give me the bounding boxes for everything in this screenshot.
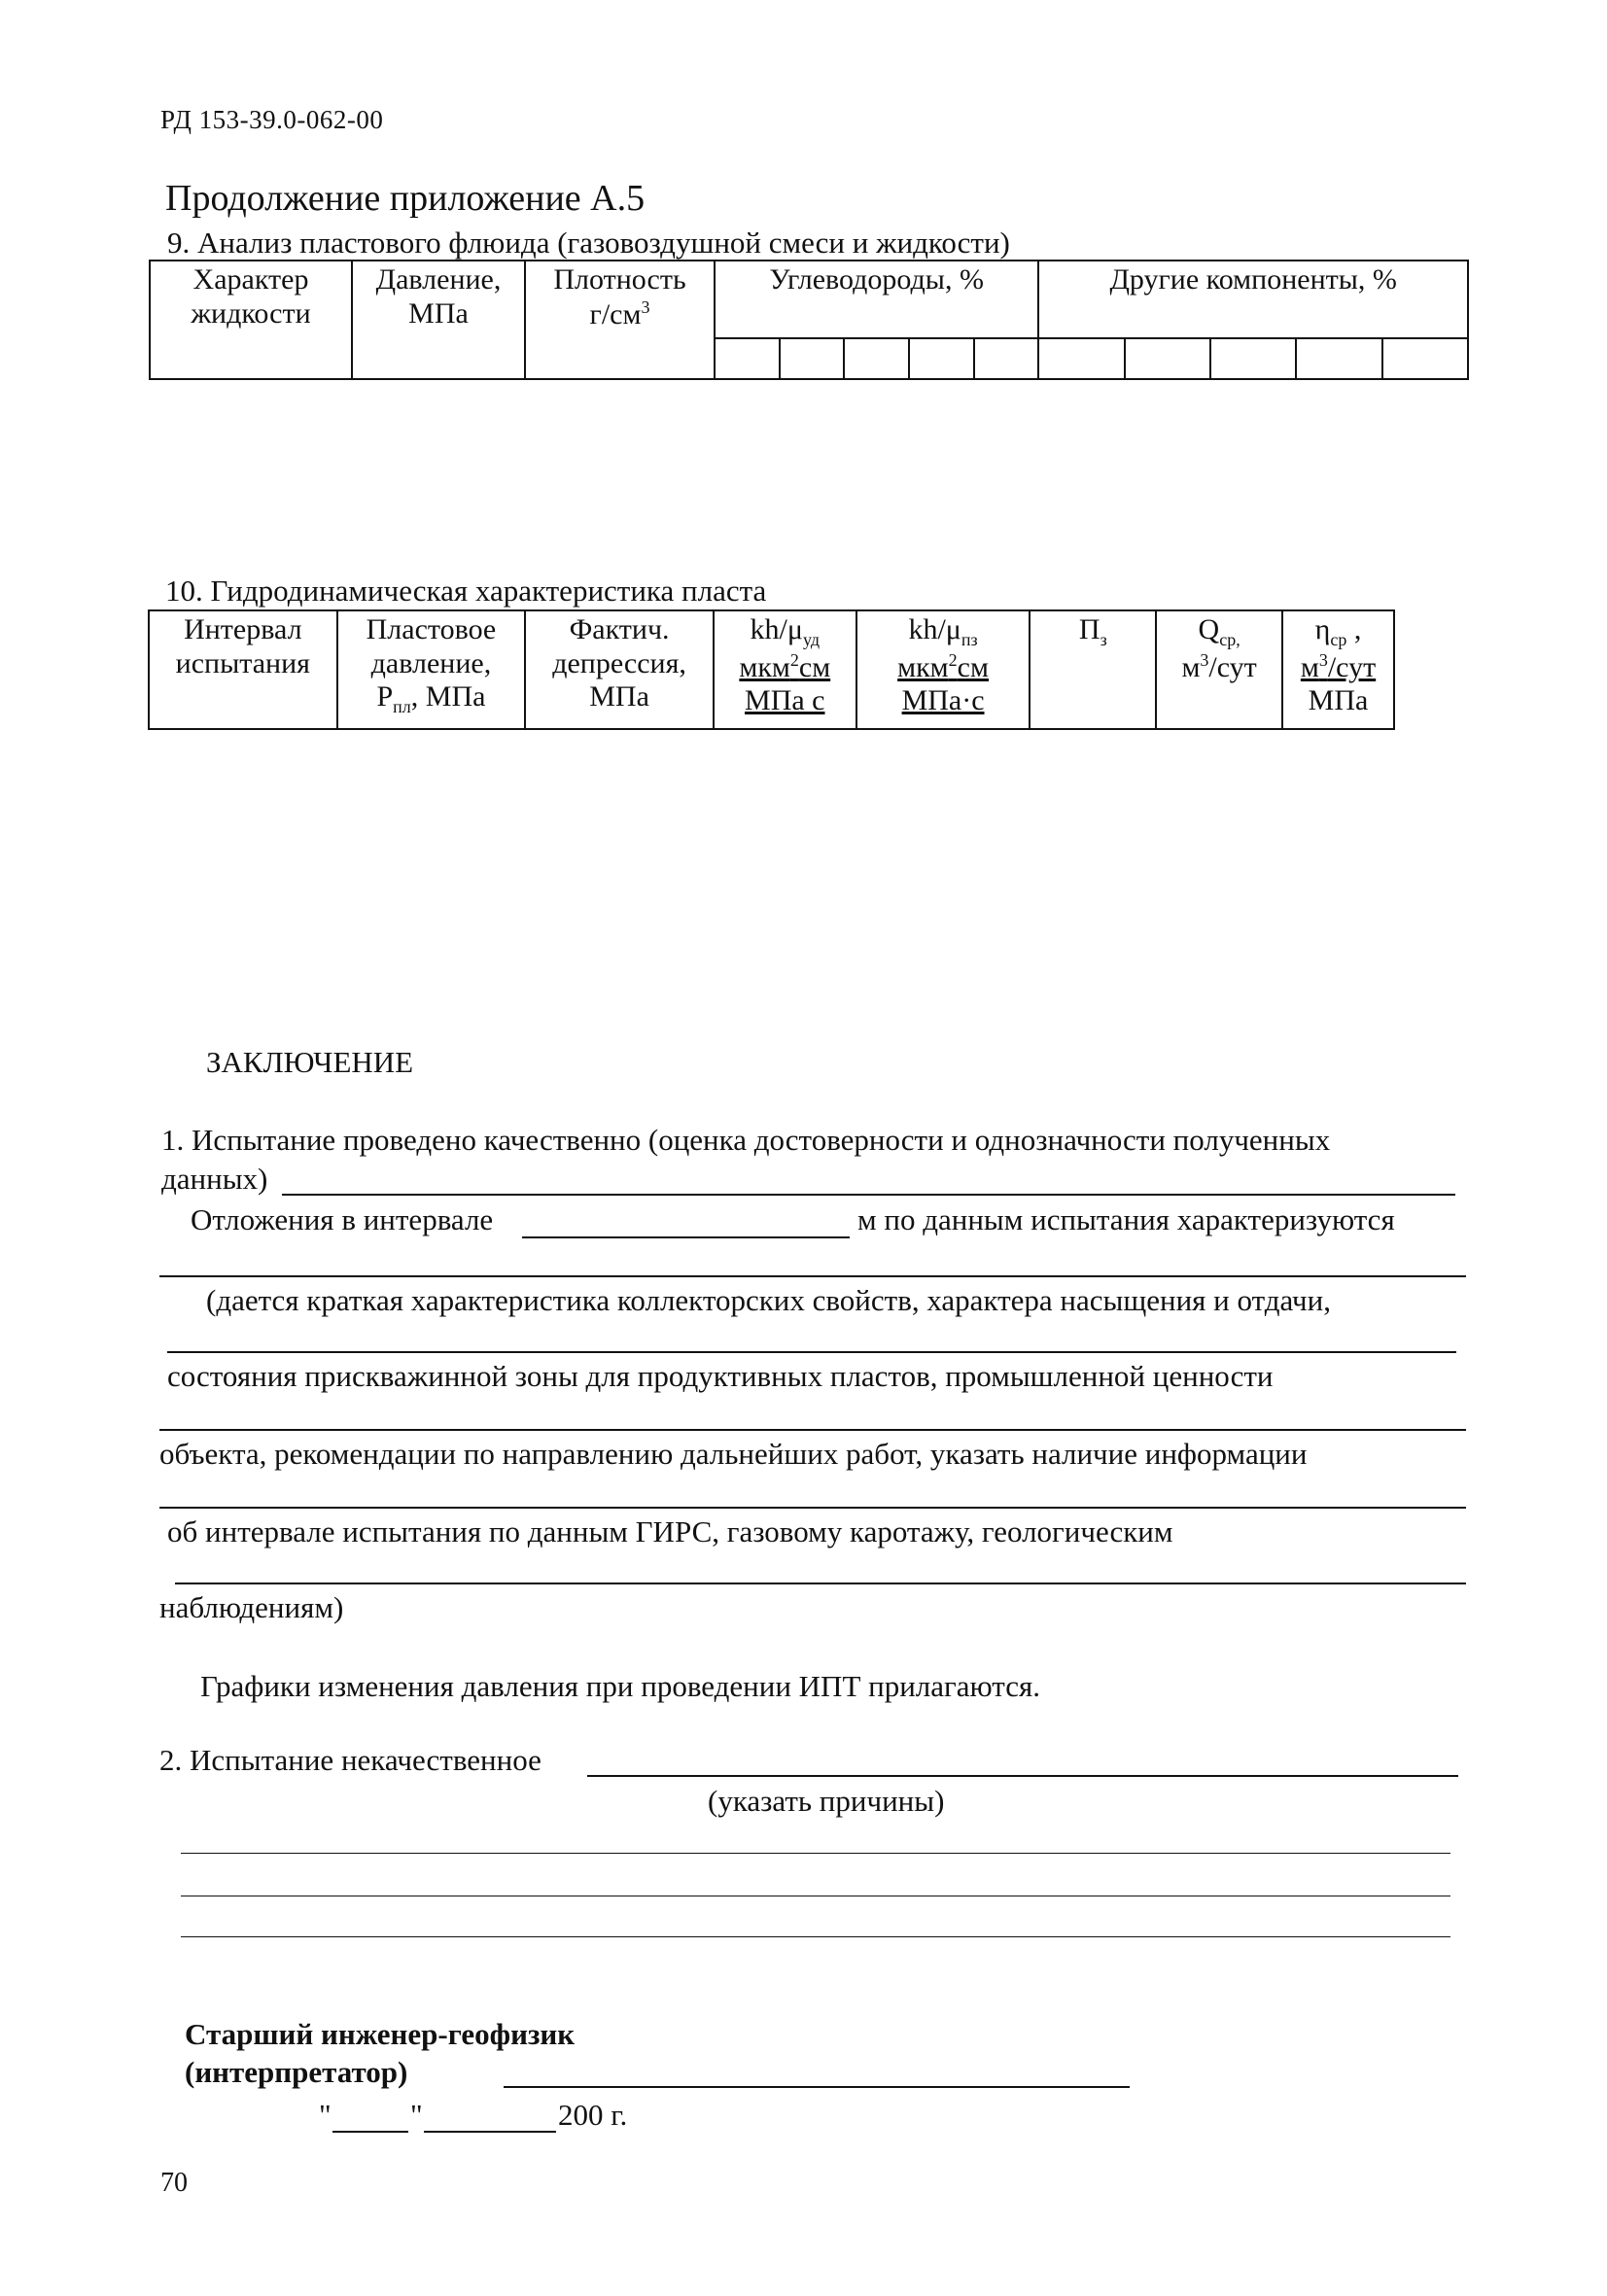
conclusion-p1-line1: 1. Испытание проведено качественно (оценка достоверности и однозначности полученных [161, 1123, 1331, 1157]
hydrodynamic-table [148, 609, 1395, 730]
component-cell [1210, 338, 1296, 379]
conclusion-p1-line8: наблюдениям) [159, 1590, 344, 1624]
hydrocarbon-cell [974, 338, 1039, 379]
header-test-interval: Интервал испытания [149, 610, 337, 729]
continuation-title: Продолжение приложение А.5 [165, 178, 646, 219]
header-kh-mu-pz: $kh/\mu_{пз}$ мкм$^2$см МПа·с [856, 610, 1031, 729]
hydrocarbon-cell [909, 338, 974, 379]
date-quote-open: " [319, 2098, 332, 2132]
header-hydrocarbons: Углеводороды, % [715, 261, 1038, 338]
reason-hint: (указать причины) [708, 1784, 945, 1818]
section9-title: 9. Анализ пластового флюида (газовоздушной смеси и жидкости) [167, 226, 1010, 260]
blank-line [159, 1507, 1466, 1509]
section10-title: 10. Гидродинамическая характеристика пласта [165, 574, 767, 608]
signer-role-note: (интерпретатор) [185, 2055, 408, 2089]
header-actual-drawdown: Фактич. депрессия, МПа [525, 610, 714, 729]
header-other-components: Другие компоненты, % [1038, 261, 1468, 338]
conclusion-p1-line2: данных) [161, 1162, 268, 1196]
conclusion-title: ЗАКЛЮЧЕНИЕ [206, 1045, 414, 1079]
header-p3: $П_з$ [1030, 610, 1156, 729]
hydrocarbon-cell [844, 338, 909, 379]
conclusion-p1-line3a: Отложения в интервале [191, 1202, 494, 1236]
blank-line [181, 1853, 1450, 1854]
date-month-blank [424, 2131, 556, 2133]
reason-blank [587, 1775, 1458, 1777]
conclusion-p1-line3b: м по данным испытания характеризуются [857, 1202, 1395, 1236]
blank-line [159, 1429, 1466, 1431]
header-pressure: Давление, МПа [352, 261, 525, 379]
component-cell [1296, 338, 1381, 379]
component-cell [1382, 338, 1468, 379]
component-cell [1038, 338, 1124, 379]
signature-blank [504, 2086, 1130, 2088]
header-fluid-type: Характер жидкости [150, 261, 352, 379]
interval-blank [522, 1236, 850, 1238]
blank-line [181, 1936, 1450, 1937]
conclusion-p1-line4: (дается краткая характеристика коллекторских свойств, характера насыщения и отдачи, [206, 1283, 1331, 1317]
document-code: РД 153-39.0-062-00 [160, 105, 384, 134]
conclusion-p1-line6: объекта, рекомендации по направлению дальнейших работ, указать наличие информации [159, 1437, 1308, 1471]
component-cell [1125, 338, 1210, 379]
hydrocarbon-cell [780, 338, 845, 379]
blank-line [159, 1275, 1466, 1277]
page-number: 70 [160, 2168, 188, 2198]
header-formation-pressure: Пластовое давление, $Р_{пл}$, МПа [337, 610, 526, 729]
date-day-blank [332, 2131, 408, 2133]
header-density: Плотность $г/см^3$ [525, 261, 715, 379]
hydrocarbon-cell [715, 338, 780, 379]
blank-line [167, 1351, 1456, 1353]
conclusion-p2: 2. Испытание некачественное [159, 1743, 541, 1777]
date-quote-close: " [410, 2098, 423, 2132]
header-q-avg: $Q_{ср,}$ $м^3$/сут [1156, 610, 1282, 729]
blank-line [282, 1194, 1455, 1196]
blank-line [175, 1583, 1466, 1584]
conclusion-p1-line5: состояния прискважинной зоны для продуктивных пластов, промышленной ценности [167, 1359, 1274, 1393]
fluid-analysis-table [149, 260, 1469, 380]
conclusion-p1-line7: об интервале испытания по данным ГИРС, газовому каротажу, геологическим [167, 1514, 1173, 1548]
signer-role: Старший инженер-геофизик [185, 2017, 576, 2051]
header-eta-avg: $\eta_{ср}$ , $м^3$/сут МПа [1282, 610, 1394, 729]
header-kh-mu-ud: $kh/\mu_{уд}$ мкм$^2$см МПа с [714, 610, 856, 729]
date-year: 200 г. [558, 2098, 628, 2132]
graphs-note: Графики изменения давления при проведении ИПТ прилагаются. [200, 1669, 1040, 1703]
